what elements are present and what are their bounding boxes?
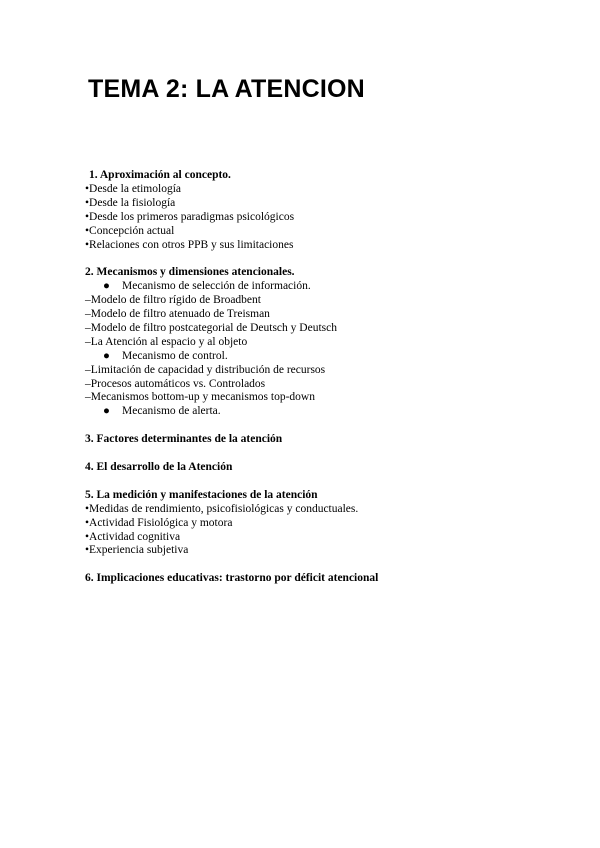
mechanism-item bbox=[85, 280, 585, 294]
list-item: –Modelo de filtro rígido de Broadbent bbox=[85, 294, 261, 307]
list-item: •Medidas de rendimiento, psicofisiológicas y conductuales. bbox=[85, 502, 359, 515]
mechanism-label: Mecanismo de alerta. bbox=[122, 405, 221, 418]
section-5 bbox=[85, 489, 585, 559]
section-heading: 4. El desarrollo de la Atención bbox=[85, 460, 233, 473]
list-item: •Desde la etimología bbox=[85, 182, 181, 195]
list-item: •Concepción actual bbox=[85, 224, 175, 237]
topic-outline bbox=[85, 169, 585, 586]
section-3 bbox=[85, 433, 585, 447]
list-item: •Relaciones con otros PPB y sus limitaciones bbox=[85, 238, 294, 251]
list-item: –La Atención al espacio y al objeto bbox=[85, 335, 248, 348]
section-heading: 1. Aproximación al concepto. bbox=[89, 169, 231, 181]
list-item: –Modelo de filtro postcategorial de Deutsch y Deutsch bbox=[85, 321, 337, 334]
list-item: –Limitación de capacidad y distribución de recursos bbox=[85, 363, 326, 376]
list-item: –Mecanismos bottom-up y mecanismos top-down bbox=[85, 391, 315, 404]
mechanism-item bbox=[85, 405, 585, 419]
section-heading: 2. Mecanismos y dimensiones atencionales. bbox=[85, 266, 295, 279]
section-4 bbox=[85, 461, 585, 475]
list-item: –Procesos automáticos vs. Controlados bbox=[85, 377, 266, 390]
mechanism-label: Mecanismo de control. bbox=[122, 349, 228, 362]
list-item: •Experiencia subjetiva bbox=[85, 544, 189, 557]
list-item: •Actividad Fisiológica y motora bbox=[85, 516, 233, 529]
list-item: •Desde la fisiología bbox=[85, 196, 176, 209]
list-item: •Actividad cognitiva bbox=[85, 530, 181, 543]
section-heading: 5. La medición y manifestaciones de la atención bbox=[85, 488, 318, 501]
page-title: TEMA 2: LA ATENCION bbox=[88, 75, 365, 103]
list-item: –Modelo de filtro atenuado de Treisman bbox=[85, 308, 270, 321]
mechanism-label: Mecanismo de selección de información. bbox=[122, 280, 311, 293]
bullet-icon: ● bbox=[103, 405, 110, 418]
section-1 bbox=[85, 169, 585, 252]
bullet-icon: ● bbox=[103, 349, 110, 362]
list-item: •Desde los primeros paradigmas psicológicos bbox=[85, 210, 295, 223]
section-heading: 6. Implicaciones educativas: trastorno por déficit atencional bbox=[85, 572, 379, 585]
section-6 bbox=[85, 572, 585, 586]
section-heading: 3. Factores determinantes de la atención bbox=[85, 433, 283, 446]
mechanism-item bbox=[85, 350, 585, 364]
section-2 bbox=[85, 266, 585, 419]
bullet-icon: ● bbox=[103, 280, 110, 293]
